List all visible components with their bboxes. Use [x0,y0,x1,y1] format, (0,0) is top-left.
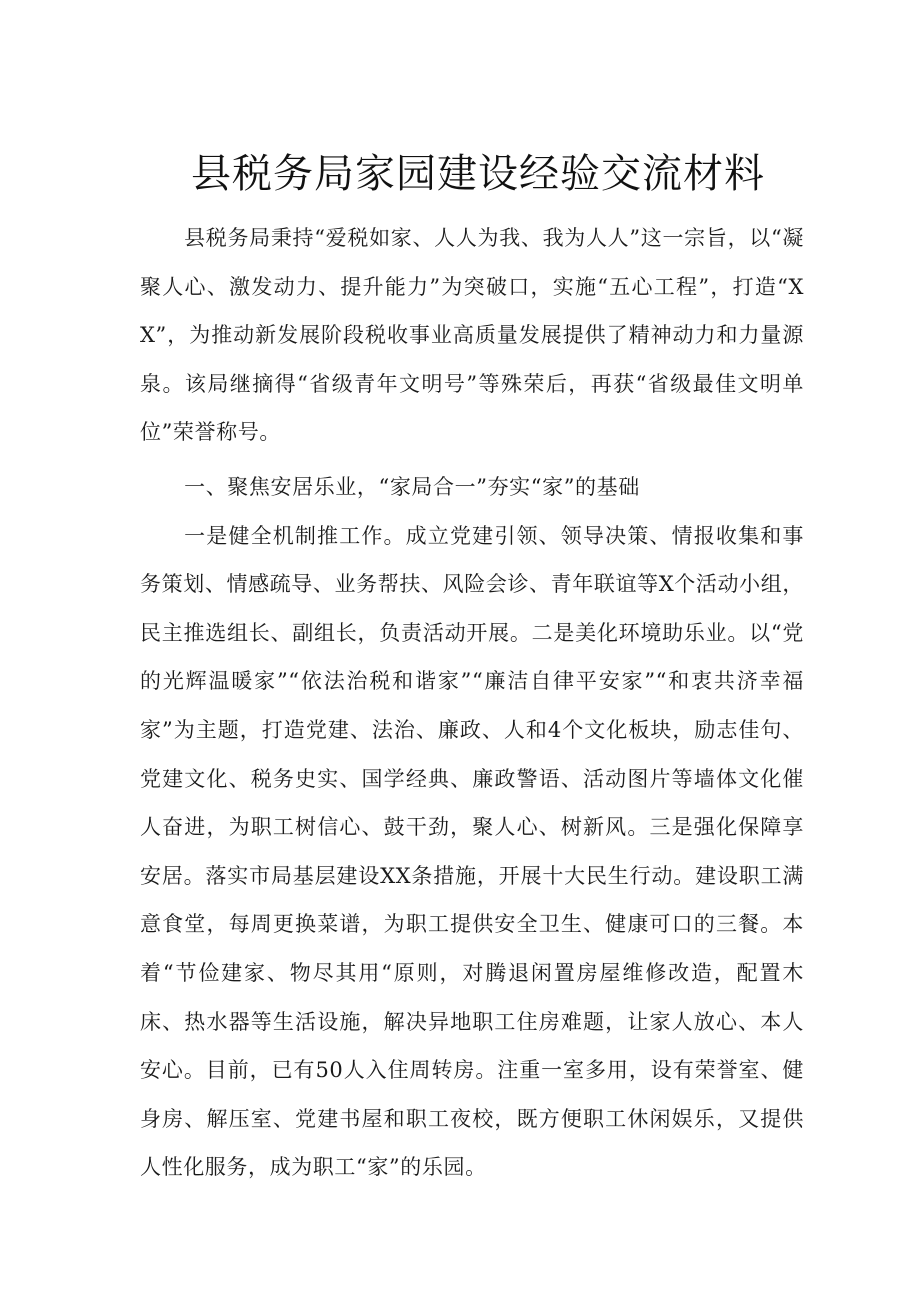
intro-paragraph: 县税务局秉持“爱税如家、人人为我、我为人人”这一宗旨，以“凝聚人心、激发动力、提升能力”为突破口，实施“五心工程”，打造“XX”，为推动新发展阶段税收事业高质量发展提供了精神动力和力量源泉。该局继摘得“省级青年文明号”等殊荣后，再获“省级最佳文明单位”荣誉称号。 [140,226,804,445]
section-body-paragraph: 一是健全机制推工作。成立党建引领、领导决策、情报收集和事务策划、情感疏导、业务帮扶、风险会诊、青年联谊等X个活动小组，民主推选组长、副组长，负责活动开展。二是美化环境助乐业。以“党的光辉温暖家”“依法治税和谐家”“廉洁自律平安家”“和衷共济幸福家”为主题，打造党建、法治、廉政、人和4个文化板块，励志佳句、党建文化、税务史实、国学经典、廉政警语、活动图片等墙体文化催人奋进，为职工树信心、鼓干劲，聚人心、树新风。三是强化保障享安居。落实市局基层建设XX条措施，开展十大民生行动。建设职工满意食堂，每周更换菜谱，为职工提供安全卫生、健康可口的三餐。本着“节俭建家、物尽其用“原则，对腾退闲置房屋维修改造，配置木床、热水器等生活设施，解决异地职工住房难题，让家人放心、本人安心。目前，已有50人入住周转房。注重一室多用，设有荣誉室、健身房、解压室、党建书屋和职工夜校，既方便职工休闲娱乐，又提供人性化服务，成为职工“家”的乐园。 [140,523,804,1180]
document-title: 县税务局家园建设经验交流材料 [191,151,765,197]
section-heading: 一、聚焦安居乐业，“家局合一”夯实“家”的基础 [184,474,640,499]
